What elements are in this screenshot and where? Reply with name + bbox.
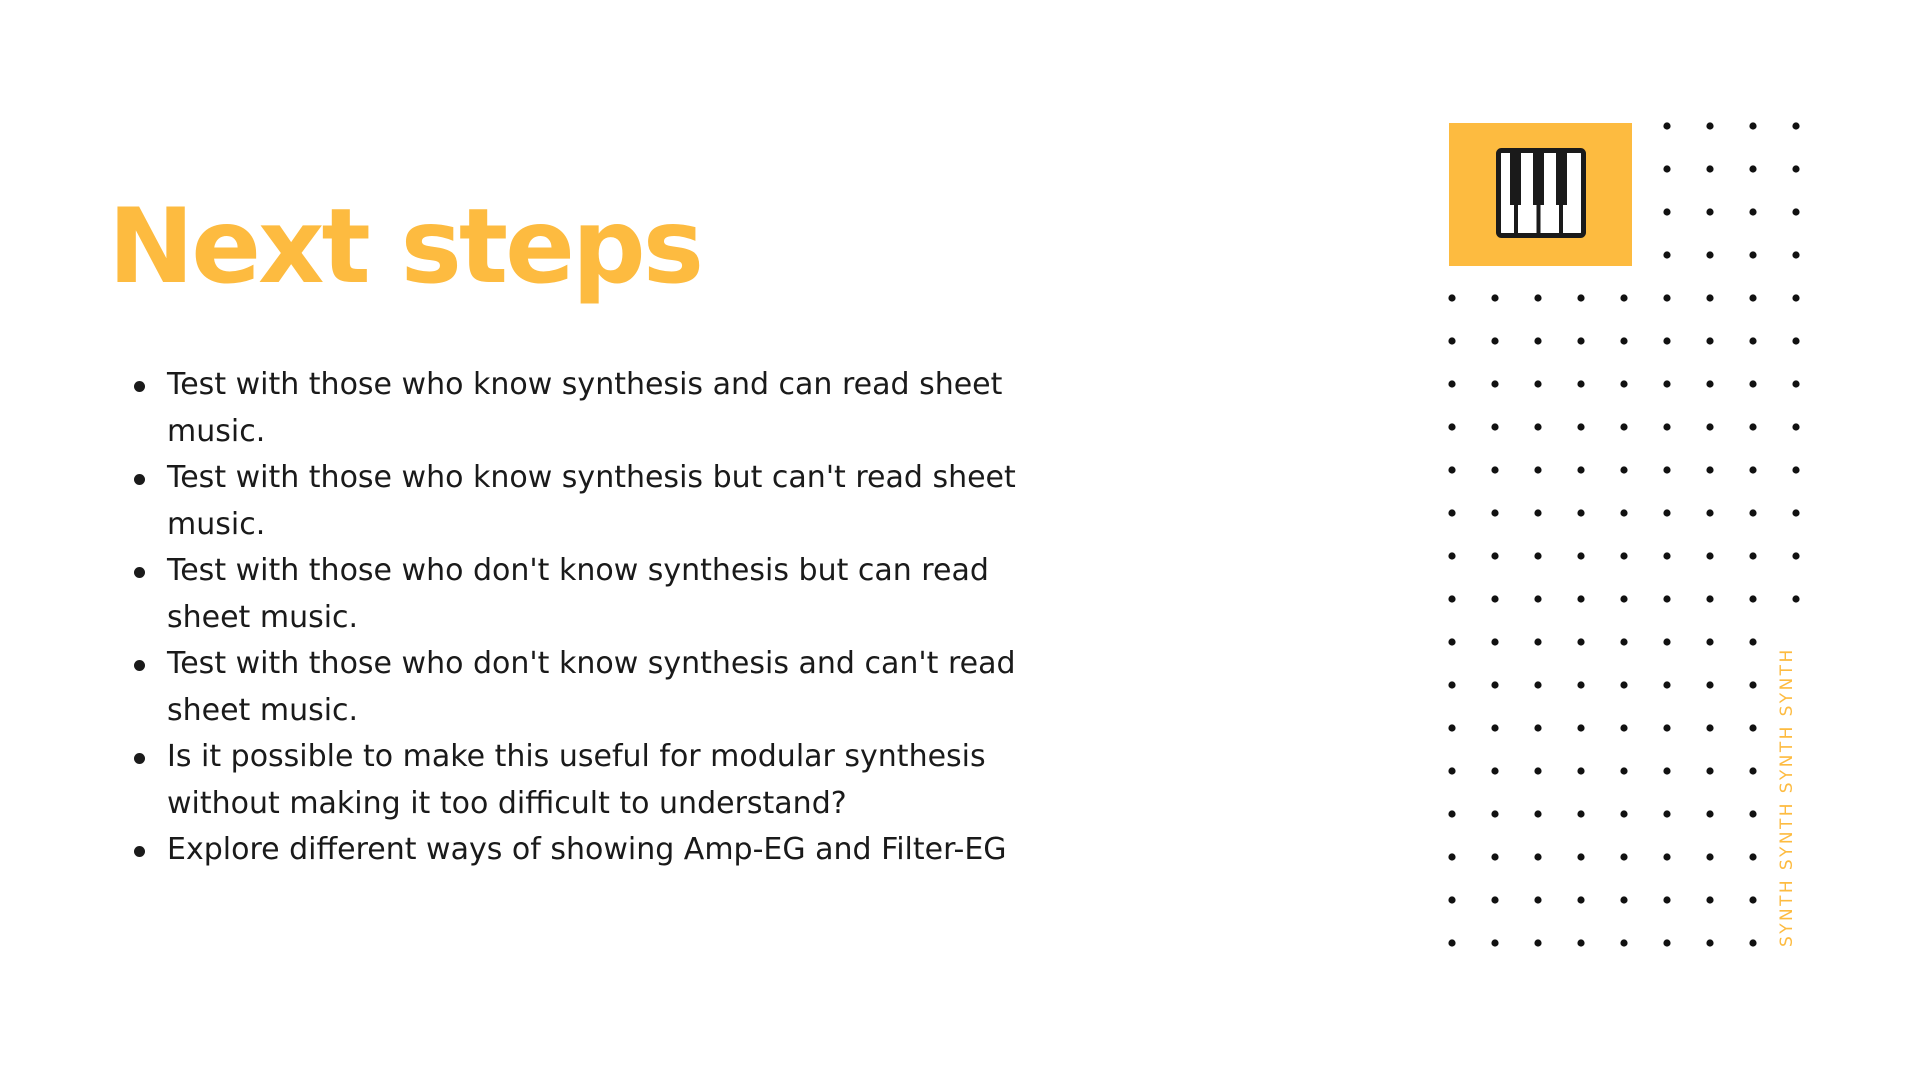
grid-dot [1663, 294, 1670, 301]
grid-dot [1749, 595, 1756, 602]
grid-dot [1706, 509, 1713, 516]
grid-dot [1663, 853, 1670, 860]
grid-dot [1620, 380, 1627, 387]
grid-dot [1577, 939, 1584, 946]
grid-dot [1749, 724, 1756, 731]
bullet-text: Test with those who know synthesis but can't read sheet music. [167, 460, 1016, 542]
grid-dot [1491, 853, 1498, 860]
grid-dot [1448, 466, 1455, 473]
grid-dot [1792, 208, 1799, 215]
grid-dot [1706, 380, 1713, 387]
grid-dot [1706, 337, 1713, 344]
grid-dot [1663, 251, 1670, 258]
grid-dot [1620, 595, 1627, 602]
grid-dot [1448, 552, 1455, 559]
grid-dot [1534, 595, 1541, 602]
bullet-text: Test with those who don't know synthesis and can't read sheet music. [167, 646, 1016, 728]
grid-dot [1534, 466, 1541, 473]
grid-dot [1534, 853, 1541, 860]
grid-dot [1663, 337, 1670, 344]
grid-dot [1577, 853, 1584, 860]
grid-dot [1706, 939, 1713, 946]
grid-dot [1663, 423, 1670, 430]
grid-dot [1534, 896, 1541, 903]
grid-dot [1706, 638, 1713, 645]
grid-dot [1534, 337, 1541, 344]
grid-dot [1706, 681, 1713, 688]
grid-dot [1749, 251, 1756, 258]
grid-dot [1577, 466, 1584, 473]
grid-dot [1491, 466, 1498, 473]
grid-dot [1491, 595, 1498, 602]
grid-dot [1448, 681, 1455, 688]
grid-dot [1577, 681, 1584, 688]
grid-dot [1706, 208, 1713, 215]
grid-dot [1620, 810, 1627, 817]
grid-dot [1663, 681, 1670, 688]
grid-dot [1792, 595, 1799, 602]
grid-dot [1448, 595, 1455, 602]
grid-dot [1448, 853, 1455, 860]
grid-dot [1491, 896, 1498, 903]
grid-dot [1663, 165, 1670, 172]
grid-dot [1749, 681, 1756, 688]
grid-dot [1749, 767, 1756, 774]
grid-dot [1534, 552, 1541, 559]
grid-dot [1620, 724, 1627, 731]
grid-dot [1749, 122, 1756, 129]
bullet-text: Explore different ways of showing Amp-EG and Filter-EG [167, 832, 1007, 867]
grid-dot [1706, 810, 1713, 817]
grid-dot [1448, 509, 1455, 516]
grid-dot [1749, 466, 1756, 473]
grid-dot [1706, 294, 1713, 301]
grid-dot [1448, 423, 1455, 430]
grid-dot [1663, 767, 1670, 774]
grid-dot [1792, 466, 1799, 473]
grid-dot [1749, 337, 1756, 344]
grid-dot [1577, 724, 1584, 731]
grid-dot [1663, 122, 1670, 129]
grid-dot [1663, 896, 1670, 903]
grid-dot [1706, 423, 1713, 430]
grid-dot [1620, 681, 1627, 688]
grid-dot [1663, 939, 1670, 946]
bullet-text: Test with those who don't know synthesis but can read sheet music. [167, 553, 989, 635]
grid-dot [1620, 853, 1627, 860]
grid-dot [1749, 380, 1756, 387]
grid-dot [1534, 509, 1541, 516]
grid-dot [1749, 896, 1756, 903]
grid-dot [1491, 638, 1498, 645]
grid-dot [1706, 767, 1713, 774]
grid-dot [1706, 896, 1713, 903]
grid-dot [1491, 380, 1498, 387]
grid-dot [1749, 810, 1756, 817]
grid-dot [1577, 638, 1584, 645]
grid-dot [1792, 380, 1799, 387]
grid-dot [1491, 939, 1498, 946]
grid-dot [1534, 939, 1541, 946]
grid-dot [1534, 810, 1541, 817]
grid-dot [1577, 380, 1584, 387]
grid-dot [1620, 638, 1627, 645]
grid-dot [1792, 122, 1799, 129]
grid-dot [1448, 638, 1455, 645]
grid-dot [1620, 423, 1627, 430]
grid-dot [1706, 165, 1713, 172]
grid-dot [1534, 638, 1541, 645]
grid-dot [1577, 509, 1584, 516]
grid-dot [1577, 595, 1584, 602]
grid-dot [1749, 509, 1756, 516]
grid-dot [1749, 939, 1756, 946]
grid-dot [1448, 939, 1455, 946]
grid-dot [1706, 122, 1713, 129]
grid-dot [1534, 681, 1541, 688]
bullet-text: Is it possible to make this useful for modular synthesis without making it too difficult to understand? [167, 739, 986, 821]
grid-dot [1663, 595, 1670, 602]
grid-dot [1706, 853, 1713, 860]
grid-dot [1491, 423, 1498, 430]
grid-dot [1749, 165, 1756, 172]
grid-dot [1792, 423, 1799, 430]
grid-dot [1448, 767, 1455, 774]
grid-dot [1792, 294, 1799, 301]
grid-dot [1448, 896, 1455, 903]
grid-dot [1577, 810, 1584, 817]
grid-dot [1577, 294, 1584, 301]
grid-dot [1620, 337, 1627, 344]
grid-dot [1448, 294, 1455, 301]
grid-dot [1792, 251, 1799, 258]
grid-dot [1534, 294, 1541, 301]
grid-dot [1491, 337, 1498, 344]
grid-dot [1577, 423, 1584, 430]
grid-dot [1491, 552, 1498, 559]
grid-dot [1534, 423, 1541, 430]
grid-dot [1491, 724, 1498, 731]
grid-dot [1577, 767, 1584, 774]
grid-dot [1491, 294, 1498, 301]
grid-dot [1448, 810, 1455, 817]
grid-dot [1620, 466, 1627, 473]
grid-dot [1792, 337, 1799, 344]
grid-dot [1663, 380, 1670, 387]
grid-dot [1620, 294, 1627, 301]
grid-dot [1534, 767, 1541, 774]
bullet-text: Test with those who know synthesis and can read sheet music. [167, 367, 1003, 449]
grid-dot [1577, 552, 1584, 559]
grid-dot [1534, 380, 1541, 387]
grid-dot [1491, 509, 1498, 516]
grid-dot [1491, 681, 1498, 688]
grid-dot [1749, 423, 1756, 430]
grid-dot [1448, 380, 1455, 387]
grid-dot [1749, 208, 1756, 215]
grid-dot [1577, 896, 1584, 903]
grid-dot [1620, 552, 1627, 559]
grid-dot [1706, 251, 1713, 258]
grid-dot [1706, 466, 1713, 473]
grid-dot [1749, 552, 1756, 559]
grid-dot [1491, 810, 1498, 817]
grid-dot [1534, 724, 1541, 731]
grid-dot [1663, 810, 1670, 817]
slide-title: Next steps [108, 187, 702, 307]
grid-dot [1706, 724, 1713, 731]
grid-dot [1448, 337, 1455, 344]
grid-dot [1620, 509, 1627, 516]
grid-dot [1663, 552, 1670, 559]
grid-dot [1706, 595, 1713, 602]
grid-dot [1663, 724, 1670, 731]
grid-dot [1792, 552, 1799, 559]
grid-dot [1448, 724, 1455, 731]
grid-dot [1663, 208, 1670, 215]
grid-dot [1749, 853, 1756, 860]
grid-dot [1792, 165, 1799, 172]
grid-dot [1749, 638, 1756, 645]
grid-dot [1706, 552, 1713, 559]
grid-dot [1663, 509, 1670, 516]
grid-dot [1792, 509, 1799, 516]
grid-dot [1620, 896, 1627, 903]
grid-dot [1749, 294, 1756, 301]
grid-dot [1620, 939, 1627, 946]
vertical-synth-text: SYNTH SYNTH SYNTH SYNTH [1777, 647, 1797, 947]
grid-dot [1663, 638, 1670, 645]
grid-dot [1663, 466, 1670, 473]
grid-dot [1491, 767, 1498, 774]
grid-dot [1620, 767, 1627, 774]
grid-dot [1577, 337, 1584, 344]
